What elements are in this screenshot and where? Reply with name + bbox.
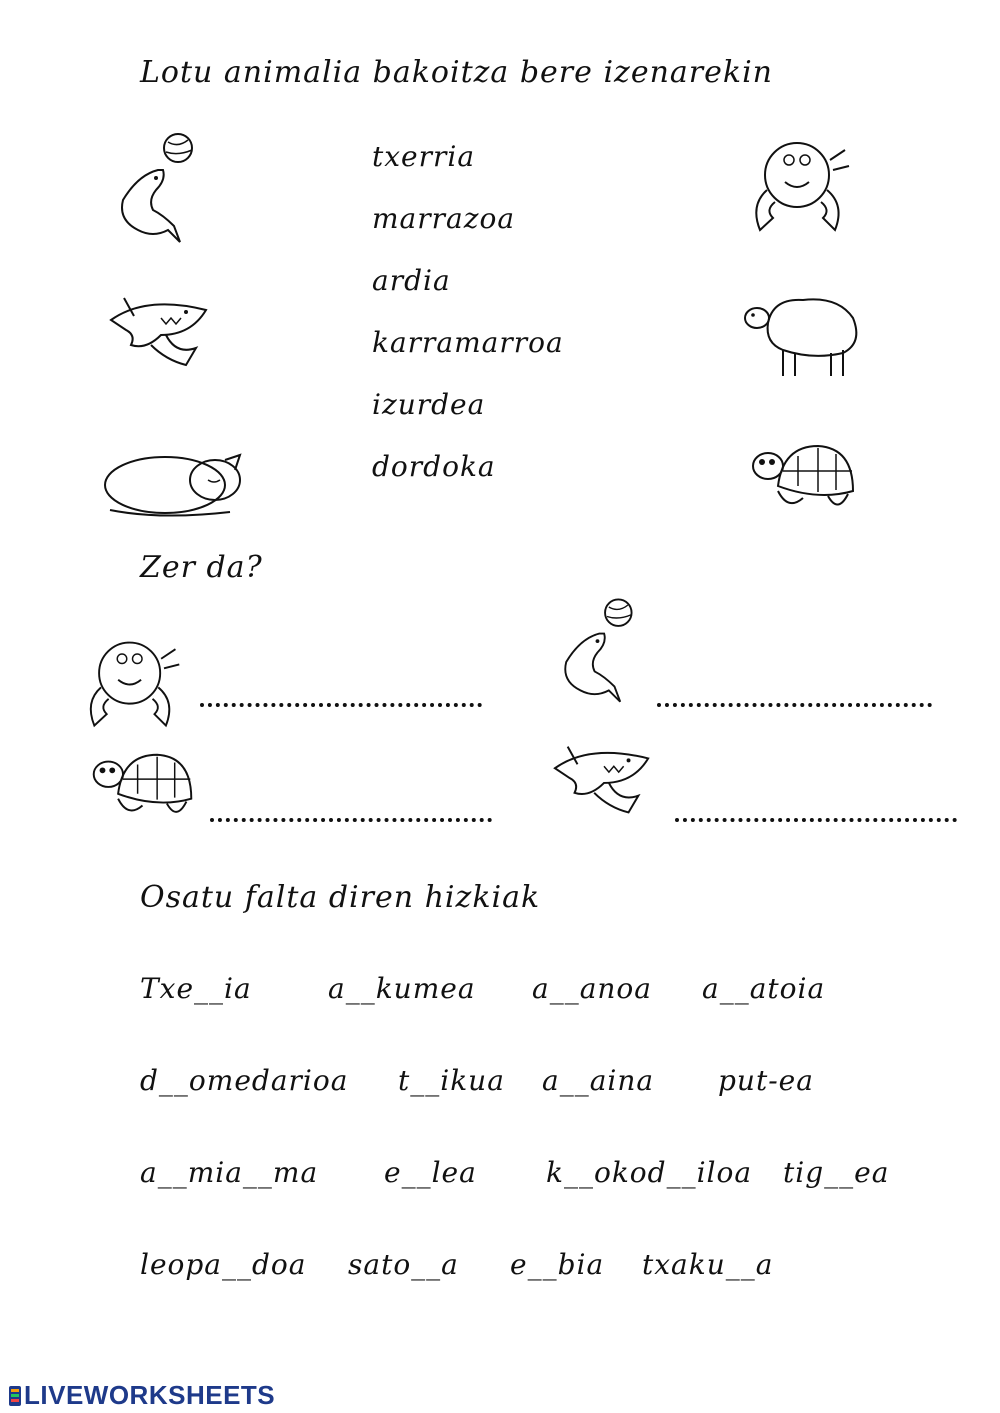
liveworksheets-logo-icon bbox=[8, 1385, 22, 1407]
fill-word[interactable]: e__bia bbox=[510, 1248, 605, 1281]
sheep-icon bbox=[743, 288, 868, 380]
word-item: izurdea bbox=[372, 388, 486, 421]
word-item: karramarroa bbox=[372, 326, 564, 359]
word-item: txerria bbox=[372, 140, 476, 173]
dolphin-icon bbox=[108, 130, 203, 250]
section-title-match: Lotu animalia bakoitza bere izenarekin bbox=[140, 55, 773, 90]
dolphin-icon bbox=[552, 590, 642, 715]
shark-icon bbox=[106, 290, 216, 375]
section-title-fill-letters: Osatu falta diren hizkiak bbox=[140, 880, 541, 915]
crab-icon bbox=[80, 630, 185, 740]
answer-line-turtle[interactable] bbox=[210, 818, 492, 822]
fill-word[interactable]: txaku__a bbox=[642, 1248, 774, 1281]
shark-icon bbox=[550, 738, 658, 823]
fill-word[interactable]: a__mia__ma bbox=[140, 1156, 319, 1189]
answer-line-crab[interactable] bbox=[200, 703, 482, 707]
pig-icon bbox=[100, 440, 250, 520]
fill-word[interactable]: tig__ea bbox=[783, 1156, 890, 1189]
fill-word[interactable]: a__atoia bbox=[702, 972, 826, 1005]
section-title-zer-da: Zer da? bbox=[140, 550, 263, 585]
turtle-icon bbox=[748, 436, 858, 518]
fill-word[interactable]: k__okod__iloa bbox=[546, 1156, 753, 1189]
liveworksheets-logo-text: LIVEWORKSHEETS bbox=[24, 1380, 276, 1410]
word-item: dordoka bbox=[372, 450, 496, 483]
crab-icon bbox=[745, 130, 855, 245]
answer-line-shark[interactable] bbox=[675, 818, 957, 822]
fill-word[interactable]: sato__a bbox=[348, 1248, 459, 1281]
fill-word[interactable]: leopa__doa bbox=[140, 1248, 307, 1281]
fill-word[interactable]: a__anoa bbox=[532, 972, 652, 1005]
fill-word[interactable]: Txe__ia bbox=[140, 972, 252, 1005]
answer-line-dolphin[interactable] bbox=[657, 703, 932, 707]
word-item: ardia bbox=[372, 264, 451, 297]
fill-word[interactable]: a__aina bbox=[542, 1064, 655, 1097]
turtle-icon bbox=[85, 745, 200, 825]
liveworksheets-logo bbox=[8, 1380, 275, 1411]
fill-word[interactable]: put-ea bbox=[718, 1064, 814, 1097]
fill-word[interactable]: t__ikua bbox=[398, 1064, 505, 1097]
fill-word[interactable]: a__kumea bbox=[328, 972, 476, 1005]
fill-word[interactable]: e__lea bbox=[384, 1156, 477, 1189]
fill-word[interactable]: d__omedarioa bbox=[140, 1064, 349, 1097]
word-item: marrazoa bbox=[372, 202, 516, 235]
